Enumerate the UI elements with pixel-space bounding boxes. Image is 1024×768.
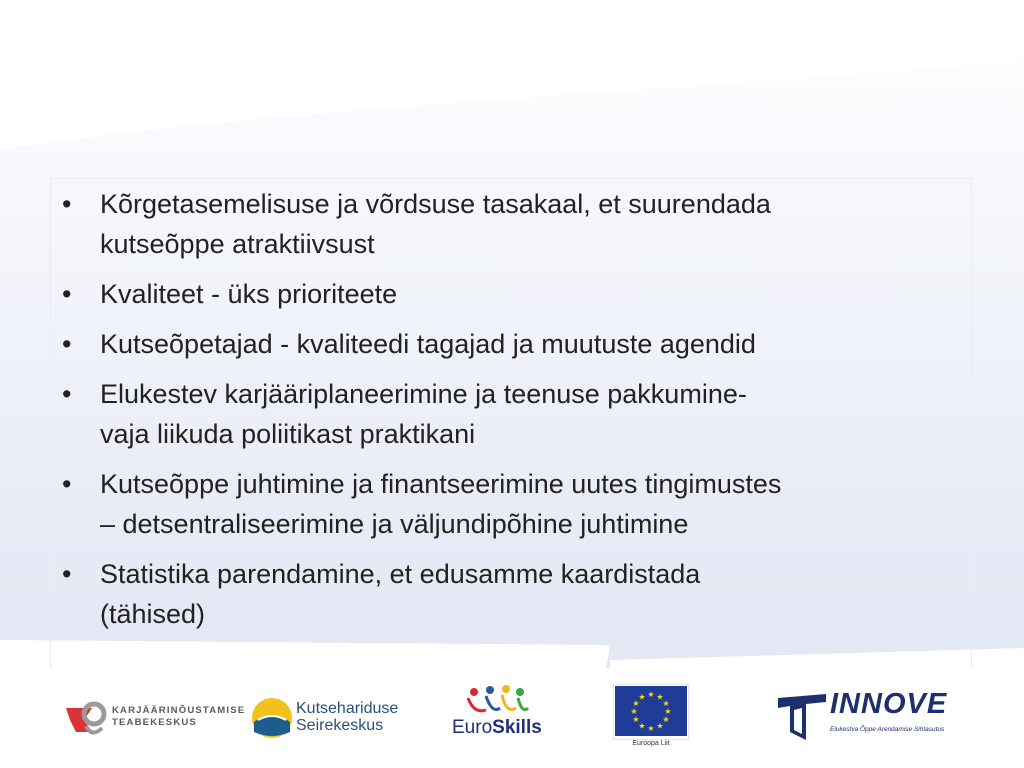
svg-text:★: ★ bbox=[656, 721, 664, 731]
svg-text:★: ★ bbox=[630, 707, 638, 716]
bullet-item bbox=[58, 374, 968, 454]
innove-logo-text: INNOVE bbox=[830, 688, 948, 720]
eu-label: Euroopa Liit bbox=[632, 740, 670, 747]
seirekeskus-logo-text bbox=[296, 700, 398, 734]
seirekeskus-line1: Kutsehariduse bbox=[296, 700, 399, 717]
karjaar-logo bbox=[62, 698, 108, 740]
bullet-line: Kutseõpetajad - kvaliteedi tagajad ja muutuste agendid bbox=[100, 329, 756, 359]
bullet-line: vaja liikuda poliitikast praktikani bbox=[100, 419, 476, 449]
euroskills-logo bbox=[462, 684, 534, 718]
seirekeskus-line2: Seirekeskus bbox=[296, 717, 384, 734]
bullet-item bbox=[58, 184, 968, 264]
innove-logo-subtitle: Elukestva Õppe Arendamise Sihtasutus bbox=[830, 726, 945, 733]
euroskills-text-a: Euro bbox=[452, 717, 493, 738]
bullet-list bbox=[58, 184, 968, 644]
bullet-line: Elukestev karjääriplaneerimine ja teenuse pakkumine- bbox=[100, 379, 747, 409]
svg-text:★: ★ bbox=[664, 707, 672, 716]
euroskills-logo-text bbox=[452, 717, 542, 739]
bullet-line: Kutseõppe juhtimine ja finantseerimine uutes tingimustes bbox=[100, 469, 782, 499]
bullet-item bbox=[58, 554, 968, 634]
bullet-item bbox=[58, 464, 968, 544]
innove-logo-icon bbox=[776, 692, 828, 742]
karjaar-logo-text bbox=[112, 705, 245, 729]
bullet-item bbox=[58, 274, 968, 314]
bullet-line: kutseõppe atraktiivsust bbox=[100, 229, 375, 259]
svg-text:★: ★ bbox=[647, 690, 655, 699]
svg-text:★: ★ bbox=[638, 692, 646, 702]
svg-text:★: ★ bbox=[656, 692, 664, 702]
svg-text:★: ★ bbox=[638, 721, 646, 731]
bullet-item bbox=[58, 324, 968, 364]
euroskills-logo-icon bbox=[462, 684, 534, 718]
svg-text:★: ★ bbox=[662, 715, 670, 724]
karjaar-logo-icon bbox=[62, 698, 108, 740]
karjaar-line2: TEABEKESKUS bbox=[112, 717, 197, 728]
innove-logo bbox=[776, 692, 828, 742]
bullet-line: – detsentraliseerimine ja väljundipõhine juhtimine bbox=[100, 509, 689, 539]
svg-text:★: ★ bbox=[662, 699, 670, 708]
karjaar-line1: KARJÄÄRINÕUSTAMISE bbox=[112, 705, 246, 716]
bullet-line: Kvaliteet - üks prioriteete bbox=[100, 279, 398, 309]
bullet-line: Statistika parendamine, et edusamme kaardistada bbox=[100, 559, 701, 589]
svg-text:★: ★ bbox=[632, 715, 640, 724]
seirekeskus-logo-icon bbox=[250, 696, 294, 740]
bullet-line: (tähised) bbox=[100, 599, 206, 629]
seirekeskus-logo bbox=[250, 696, 294, 740]
euroskills-text-b: Skills bbox=[492, 717, 542, 738]
svg-text:★: ★ bbox=[632, 699, 640, 708]
footer-logos bbox=[0, 668, 1024, 768]
bullet-line: Kõrgetasemelisuse ja võrdsuse tasakaal, et suurendada bbox=[100, 189, 771, 219]
eu-flag-icon bbox=[613, 684, 689, 740]
eu-logo bbox=[613, 684, 689, 740]
svg-text:★: ★ bbox=[647, 724, 655, 733]
